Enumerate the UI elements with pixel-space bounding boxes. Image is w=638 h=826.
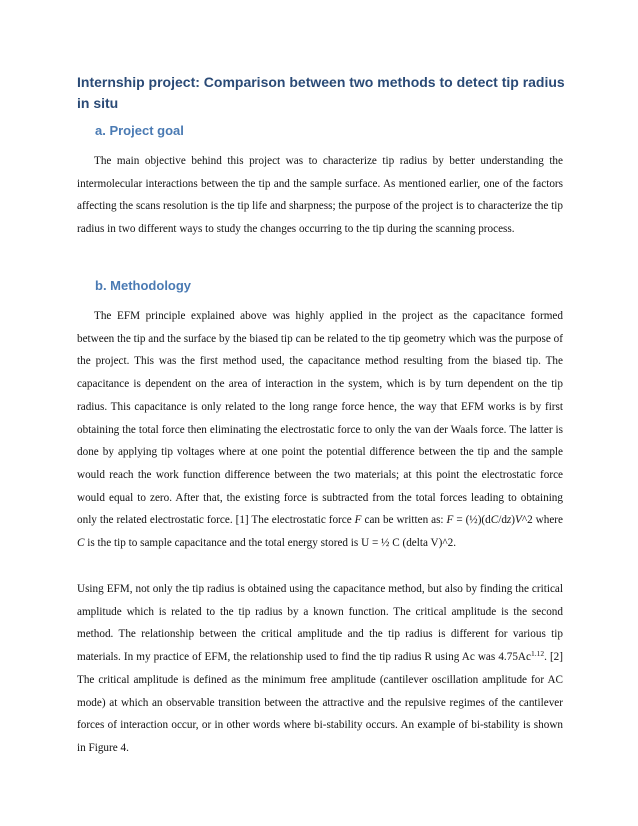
italic-C: C bbox=[77, 537, 85, 550]
equation-z: z bbox=[506, 514, 512, 527]
italic-F: F bbox=[354, 514, 362, 527]
equation-part: = (½)(d bbox=[453, 514, 491, 527]
equation-C: C bbox=[490, 514, 499, 527]
section-heading-project-goal: a. Project goal bbox=[95, 123, 184, 138]
paragraph-project-goal: The main objective behind this project was to characterize tip radius by better understanding the intermolecular interactions between the tip and the sample surface. As mentioned earlier, one of the factors affecting the scans resolution is the tip life and sharpness; the purpose of the project is to characterize the tip radius in two different ways to study the changes occurring to the tip during the scanning process. bbox=[77, 155, 563, 236]
section-heading-methodology: b. Methodology bbox=[95, 278, 192, 293]
superscript-exponent: 1.12 bbox=[530, 649, 545, 659]
equation-part: ^2 bbox=[521, 514, 533, 527]
text-span: can be written as: bbox=[361, 514, 447, 527]
text-span: where bbox=[532, 514, 563, 527]
paragraph-methodology-2 bbox=[77, 578, 563, 760]
text-span: Using EFM, not only the tip radius is obtained using the capacitance method, but also by finding the critical amplitude which is related to the tip radius by a known function. The critical amplitude is the second method. The relationship between the critical amplitude and the tip radius is different for various tip materials. In my practice of EFM, the relationship used to find the tip radius R using Ac was 4.75Ac bbox=[77, 583, 563, 664]
equation-part: ) bbox=[511, 514, 516, 527]
text-span: The EFM principle explained above was highly applied in the project as the capacitance formed between the tip and the surface by the biased tip can be related to the tip geometry which was the purpose of the project. This was the first method used, the capacitance method resulting from the biased tip. The capacitance is dependent on the area of interaction in the system, which is by turn dependent on the tip radius. This capacitance is only related to the long range force hence, the way that EFM works is by first obtaining the total force then eliminating the electrostatic force to only the van der Waals force. The latter is done by applying tip voltages where at one point the potential difference between the tip and the sample would reach the work function difference between the two materials; at this point the electrostatic force would equal to zero. After that, the existing force is subtracted from the total forces leading to obtaining only the related electrostatic force. [1] The electrostatic force bbox=[77, 310, 563, 527]
equation-F: F bbox=[446, 514, 454, 527]
document-title: Internship project: Comparison between two methods to detect tip radius in situ bbox=[77, 74, 565, 111]
text-span: . [2] The critical amplitude is defined as the minimum free amplitude (cantilever oscillation amplitude for AC mode) at which an observable transition between the attractive and the repulsive regimes of the cantilever forces of interaction occur, or in other words where bi-stability occurs. An example of bi-stability is shown in Figure 4. bbox=[77, 651, 563, 754]
paragraph-methodology-1 bbox=[77, 305, 563, 555]
equation-V: V bbox=[515, 514, 522, 527]
equation-part: /d bbox=[498, 514, 507, 527]
text-span: is the tip to sample capacitance and the total energy stored is U = ½ C (delta V)^2. bbox=[84, 537, 456, 550]
